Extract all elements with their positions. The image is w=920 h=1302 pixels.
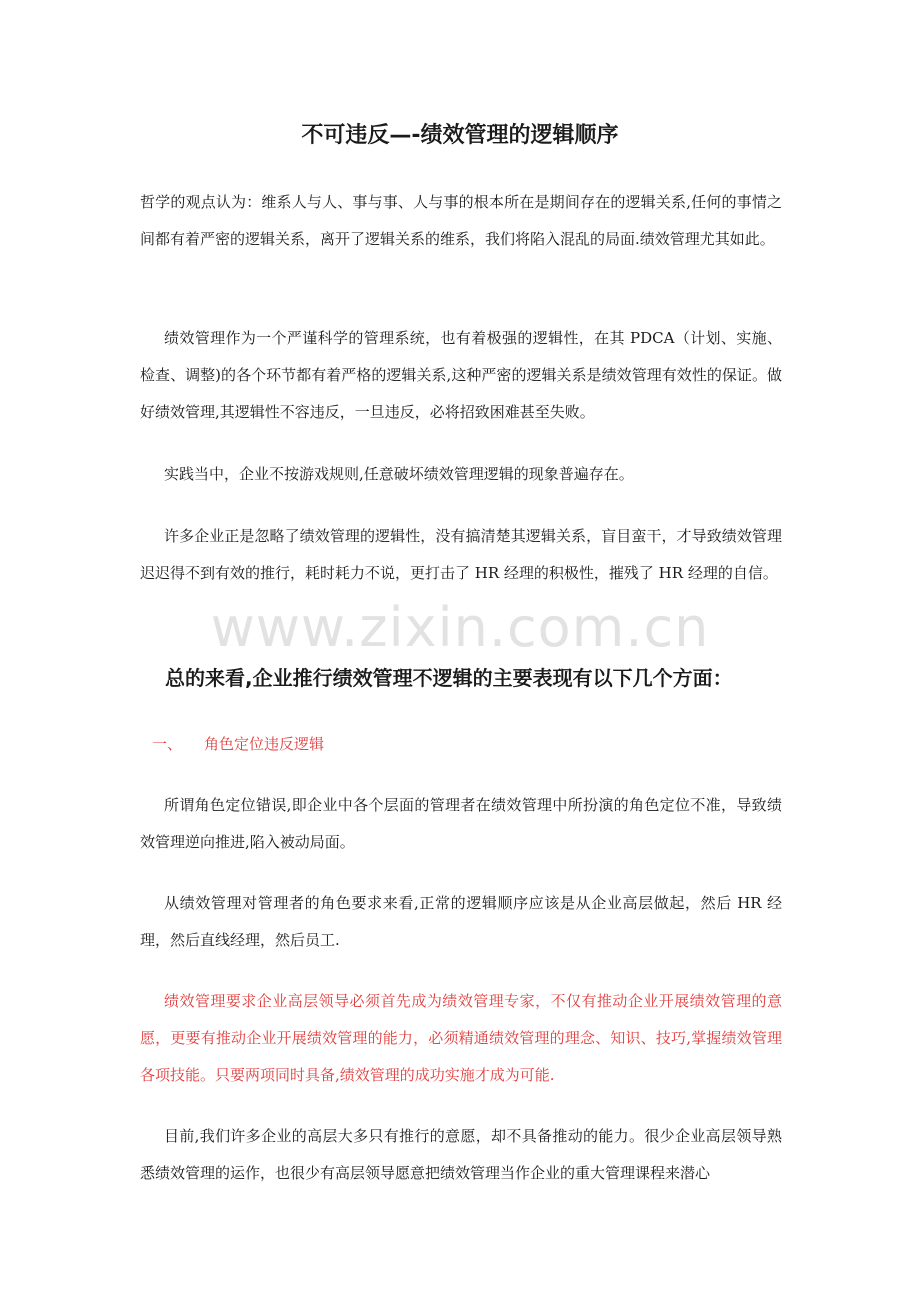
subsection-number: 一、 (152, 735, 183, 753)
paragraph-role-order: 从绩效管理对管理者的角色要求来看,正常的逻辑顺序应该是从企业高层做起，然后 HR 经理，然后直线经理，然后员工. (140, 894, 782, 949)
paragraph-current-situation: 目前,我们许多企业的高层大多只有推行的意愿，却不具备推动的能力。很少企业高层领导熟悉绩效管理的运作，也很少有高层领导愿意把绩效管理当作企业的重大管理课程来潜心 (140, 1127, 782, 1182)
document-title: 不可违反—-绩效管理的逻辑顺序 (301, 123, 619, 148)
paragraph-role-error: 所谓角色定位错误,即企业中各个层面的管理者在绩效管理中所扮演的角色定位不准，导致绩效管理逆向推进,陷入被动局面。 (140, 796, 782, 851)
paragraph-philosophy: 哲学的观点认为：维系人与人、事与事、人与事的根本所在是期间存在的逻辑关系,任何的事情之间都有着严密的逻辑关系，离开了逻辑关系的维系，我们将陷入混乱的局面.绩效管理尤其如此。 (140, 193, 782, 248)
paragraph-practice: 实践当中，企业不按游戏规则,任意破坏绩效管理逻辑的现象普遍存在。 (164, 465, 634, 483)
watermark: www.zixin.com.cn (210, 596, 710, 659)
paragraph-leadership-requirement: 绩效管理要求企业高层领导必须首先成为绩效管理专家，不仅有推动企业开展绩效管理的意愿，更要有推动企业开展绩效管理的能力，必须精通绩效管理的理念、知识、技巧,掌握绩效管理各项技能。只要两项同时具备,绩效管理的成功实施才成为可能. (140, 992, 782, 1084)
paragraph-pdca: 绩效管理作为一个严谨科学的管理系统，也有着极强的逻辑性，在其 PDCA（计划、实施、检查、调整)的各个环节都有着严格的逻辑关系,这种严密的逻辑关系是绩效管理有效性的保证。做好绩效管理,其逻辑性不容违反，一旦违反，必将招致困难甚至失败。 (140, 329, 782, 421)
subsection-label: 角色定位违反逻辑 (204, 735, 325, 753)
subsection-heading (152, 733, 324, 754)
paragraph-ignored-logic: 许多企业正是忽略了绩效管理的逻辑性，没有搞清楚其逻辑关系，盲目蛮干，才导致绩效管理迟迟得不到有效的推行，耗时耗力不说，更打击了 HR 经理的积极性，摧残了 HR 经理的自信。 (140, 527, 782, 582)
section-heading: 总的来看,企业推行绩效管理不逻辑的主要表现有以下几个方面： (165, 666, 733, 690)
